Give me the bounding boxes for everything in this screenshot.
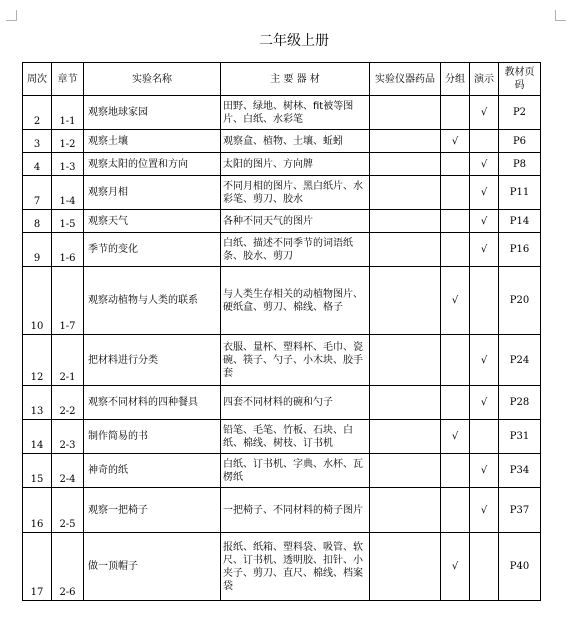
table-cell-instruments <box>370 176 441 210</box>
table-cell-group <box>441 488 470 533</box>
table-cell-chapter: 1-6 <box>52 233 84 267</box>
table-cell-page: P34 <box>499 454 541 488</box>
table-cell-instruments <box>370 233 441 267</box>
table-cell-page: P31 <box>499 420 541 454</box>
table-cell-materials: 太阳的图片、方向牌 <box>221 153 370 176</box>
table-cell-page: P20 <box>499 267 541 335</box>
experiment-table <box>22 62 541 601</box>
table-cell-instruments <box>370 420 441 454</box>
table-row <box>23 233 541 267</box>
table-cell-materials: 四套不同材料的碗和勺子 <box>221 386 370 420</box>
table-cell-group: √ <box>441 130 470 153</box>
table-cell-group <box>441 96 470 130</box>
table-cell-demo: √ <box>470 96 499 130</box>
table-cell-demo: √ <box>470 488 499 533</box>
table-cell-instruments <box>370 335 441 386</box>
table-cell-page: P37 <box>499 488 541 533</box>
header-group: 分组 <box>441 63 470 96</box>
table-cell-demo: √ <box>470 210 499 233</box>
table-cell-materials: 与人类生存相关的动植物图片、硬纸盒、剪刀、棉线、格子 <box>221 267 370 335</box>
table-cell-demo: √ <box>470 176 499 210</box>
header-week: 周次 <box>23 63 52 96</box>
table-cell-materials: 观察盒、植物、土壤、蚯蚓 <box>221 130 370 153</box>
table-cell-page: P2 <box>499 96 541 130</box>
table-cell-week: 16 <box>23 488 52 533</box>
table-cell-chapter: 2-4 <box>52 454 84 488</box>
table-cell-group <box>441 454 470 488</box>
table-cell-demo <box>470 420 499 454</box>
table-cell-experiment-name: 观察土壤 <box>84 130 221 153</box>
table-cell-week: 2 <box>23 96 52 130</box>
table-cell-week: 7 <box>23 176 52 210</box>
table-cell-page: P28 <box>499 386 541 420</box>
table-cell-materials: 白纸、订书机、字典、水杯、瓦楞纸 <box>221 454 370 488</box>
corner-crop-mark-left <box>6 10 17 21</box>
table-cell-instruments <box>370 153 441 176</box>
table-cell-chapter: 2-1 <box>52 335 84 386</box>
table-row <box>23 454 541 488</box>
table-cell-group <box>441 233 470 267</box>
table-cell-materials: 白纸、描述不同季节的词语纸条、胶水、剪刀 <box>221 233 370 267</box>
table-row <box>23 386 541 420</box>
table-cell-chapter: 1-3 <box>52 153 84 176</box>
table-cell-experiment-name: 做一顶帽子 <box>84 533 221 601</box>
page-title: 二年级上册 <box>259 33 329 49</box>
table-cell-experiment-name: 观察不同材料的四种餐具 <box>84 386 221 420</box>
table-cell-week: 3 <box>23 130 52 153</box>
header-experiment-name: 实验名称 <box>84 63 221 96</box>
table-cell-demo <box>470 533 499 601</box>
table-cell-experiment-name: 季节的变化 <box>84 233 221 267</box>
table-cell-instruments <box>370 533 441 601</box>
header-demo: 演示 <box>470 63 499 96</box>
table-cell-experiment-name: 神奇的纸 <box>84 454 221 488</box>
table-cell-instruments <box>370 454 441 488</box>
table-cell-week: 10 <box>23 267 52 335</box>
table-cell-experiment-name: 把材料进行分类 <box>84 335 221 386</box>
table-row <box>23 176 541 210</box>
table-cell-group: √ <box>441 267 470 335</box>
table-cell-chapter: 1-4 <box>52 176 84 210</box>
table-cell-materials: 铅笔、毛笔、竹板、石块、白纸、棉线、树枝、订书机 <box>221 420 370 454</box>
table-cell-demo: √ <box>470 233 499 267</box>
table-cell-page: P11 <box>499 176 541 210</box>
table-cell-experiment-name: 制作简易的书 <box>84 420 221 454</box>
table-cell-instruments <box>370 130 441 153</box>
header-instruments: 实验仪器药品 <box>370 63 441 96</box>
table-cell-experiment-name: 观察天气 <box>84 210 221 233</box>
table-row <box>23 267 541 335</box>
table-cell-week: 12 <box>23 335 52 386</box>
table-cell-group <box>441 386 470 420</box>
table-cell-page: P8 <box>499 153 541 176</box>
table-cell-instruments <box>370 488 441 533</box>
table-cell-demo: √ <box>470 454 499 488</box>
table-row <box>23 420 541 454</box>
table-row <box>23 153 541 176</box>
table-cell-group: √ <box>441 420 470 454</box>
table-cell-chapter: 1-2 <box>52 130 84 153</box>
table-cell-experiment-name: 观察动植物与人类的联系 <box>84 267 221 335</box>
table-cell-chapter: 1-5 <box>52 210 84 233</box>
table-row <box>23 335 541 386</box>
table-cell-materials: 衣服、量杯、塑料杯、毛巾、瓷碗、筷子、勺子、小木块、胶手套 <box>221 335 370 386</box>
table-cell-materials: 不同月相的图片、黑白纸片、水彩笔、剪刀、胶水 <box>221 176 370 210</box>
table-row <box>23 488 541 533</box>
table-cell-group <box>441 153 470 176</box>
table-cell-instruments <box>370 210 441 233</box>
table-row <box>23 96 541 130</box>
table-cell-group <box>441 176 470 210</box>
table-cell-page: P16 <box>499 233 541 267</box>
table-cell-chapter: 1-1 <box>52 96 84 130</box>
table-row <box>23 210 541 233</box>
table-cell-chapter: 2-3 <box>52 420 84 454</box>
table-cell-page: P6 <box>499 130 541 153</box>
header-page: 教材页码 <box>499 63 541 96</box>
table-cell-materials: 报纸、纸箱、塑料袋、吸管、软尺、订书机、透明胶、扣针、小夹子、剪刀、直尺、棉线、档案袋 <box>221 533 370 601</box>
table-cell-page: P24 <box>499 335 541 386</box>
table-cell-week: 15 <box>23 454 52 488</box>
table-cell-page: P40 <box>499 533 541 601</box>
table-cell-chapter: 2-5 <box>52 488 84 533</box>
table-cell-experiment-name: 观察一把椅子 <box>84 488 221 533</box>
table-cell-instruments <box>370 267 441 335</box>
table-cell-chapter: 2-2 <box>52 386 84 420</box>
header-materials: 主 要 器 材 <box>221 63 370 96</box>
table-cell-week: 13 <box>23 386 52 420</box>
table-cell-week: 9 <box>23 233 52 267</box>
table-cell-demo: √ <box>470 335 499 386</box>
table-row <box>23 130 541 153</box>
table-cell-instruments <box>370 386 441 420</box>
table-cell-week: 14 <box>23 420 52 454</box>
table-cell-demo: √ <box>470 153 499 176</box>
table-row <box>23 533 541 601</box>
table-cell-materials: 田野、绿地、树林、fit被等图片、白纸、水彩笔 <box>221 96 370 130</box>
table-cell-chapter: 2-6 <box>52 533 84 601</box>
table-cell-instruments <box>370 96 441 130</box>
table-cell-experiment-name: 观察太阳的位置和方向 <box>84 153 221 176</box>
table-cell-demo <box>470 267 499 335</box>
table-cell-week: 4 <box>23 153 52 176</box>
table-cell-group <box>441 210 470 233</box>
table-cell-demo: √ <box>470 386 499 420</box>
corner-crop-mark-right <box>555 10 566 21</box>
table-cell-demo <box>470 130 499 153</box>
table-cell-chapter: 1-7 <box>52 267 84 335</box>
table-cell-experiment-name: 观察地球家园 <box>84 96 221 130</box>
table-cell-materials: 一把椅子、不同材料的椅子图片 <box>221 488 370 533</box>
table-cell-page: P14 <box>499 210 541 233</box>
table-cell-week: 8 <box>23 210 52 233</box>
table-cell-materials: 各种不同天气的图片 <box>221 210 370 233</box>
header-chapter: 章节 <box>52 63 84 96</box>
table-cell-experiment-name: 观察月相 <box>84 176 221 210</box>
table-header-row <box>23 63 541 96</box>
table-cell-week: 17 <box>23 533 52 601</box>
table-cell-group: √ <box>441 533 470 601</box>
table-cell-group <box>441 335 470 386</box>
